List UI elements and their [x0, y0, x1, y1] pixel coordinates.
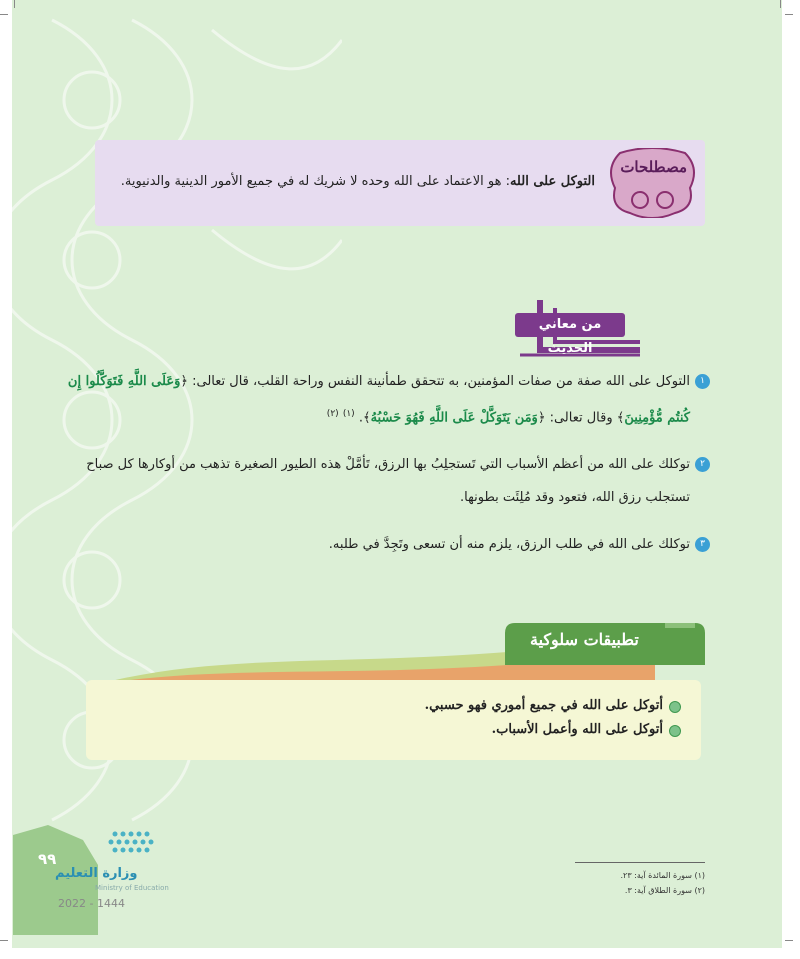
bullet-icon — [669, 725, 681, 737]
list-item — [425, 694, 681, 718]
verse-close: ﴾ وقال تعالى: ﴿ — [537, 410, 625, 426]
term-definition-line — [121, 174, 595, 189]
page-number: ٩٩ — [38, 850, 57, 868]
point-number: ٢ — [695, 457, 710, 472]
list-item — [50, 528, 710, 561]
bullet-icon — [669, 701, 681, 713]
footnote: (١) سورة المائدة آية: ٢٣. — [620, 871, 705, 880]
footnote-ref: (٢) — [326, 409, 339, 419]
quran-verse: وَعَلَى اللَّهِ فَتَوَكَّلُوا إِن كُنتُم مُّؤْمِنِينَ — [67, 374, 690, 426]
crop-mark — [0, 940, 8, 941]
footnotes — [575, 868, 705, 898]
point-text: التوكل على الله صفة من صفات المؤمنين، به تتحقق طمأنينة النفس وراحة القلب، قال تعالى: ﴿ — [180, 374, 690, 389]
ministry-name-en: Ministry of Education — [95, 884, 169, 892]
behavior-text: أتوكل على الله في جميع أموري فهو حسبي. — [424, 698, 663, 713]
terms-badge-label: مصطلحات — [620, 158, 687, 176]
edition-year: 2022 - 1444 — [58, 897, 125, 910]
verse-close: ﴾. — [358, 410, 371, 426]
hadith-points — [50, 365, 710, 575]
point-text: توكلك على الله في طلب الرزق، يلزم منه أن تسعى وتَجِدَّ في طلبه. — [328, 537, 690, 553]
crop-mark — [0, 14, 8, 15]
behavior-heading: تطبيقات سلوكية — [530, 630, 639, 649]
term-name: التوكل على الله — [509, 174, 595, 189]
ministry-name: وزارة التعليم — [55, 866, 138, 881]
behavior-box — [86, 680, 701, 760]
crop-mark — [785, 14, 793, 15]
list-item — [50, 448, 710, 514]
crop-mark — [780, 0, 781, 8]
list-item — [50, 365, 710, 434]
footnote-ref: (١) — [342, 409, 355, 419]
point-number: ٣ — [695, 537, 710, 552]
quran-verse: وَمَن يَتَوَكَّلْ عَلَى اللَّهِ فَهُوَ حَسْبُهُ — [370, 410, 538, 426]
term-definition: : هو الاعتماد على الله وحده لا شريك له في جميع الأمور الدينية والدنيوية. — [120, 174, 510, 189]
crop-mark — [785, 940, 793, 941]
behavior-list — [425, 694, 681, 742]
point-text: توكلك على الله من أعظم الأسباب التي تَستجلِبُ بها الرزق، تَأمَّلْ هذه الطيور الصغيرة تذهب من أوكارها كل صباح تستجلب رزق الله، فتعود وقد مُلِئَت بطونها. — [86, 457, 690, 506]
terms-box — [95, 140, 705, 226]
section-heading: من معاني الحديث — [515, 313, 625, 337]
crop-mark — [14, 0, 15, 8]
point-number: ١ — [695, 374, 710, 389]
footnote: (٢) سورة الطلاق آية: ٣. — [624, 886, 705, 895]
footnote-divider — [575, 862, 705, 863]
list-item — [425, 718, 681, 742]
behavior-text: أتوكل على الله وأعمل الأسباب. — [491, 722, 663, 737]
